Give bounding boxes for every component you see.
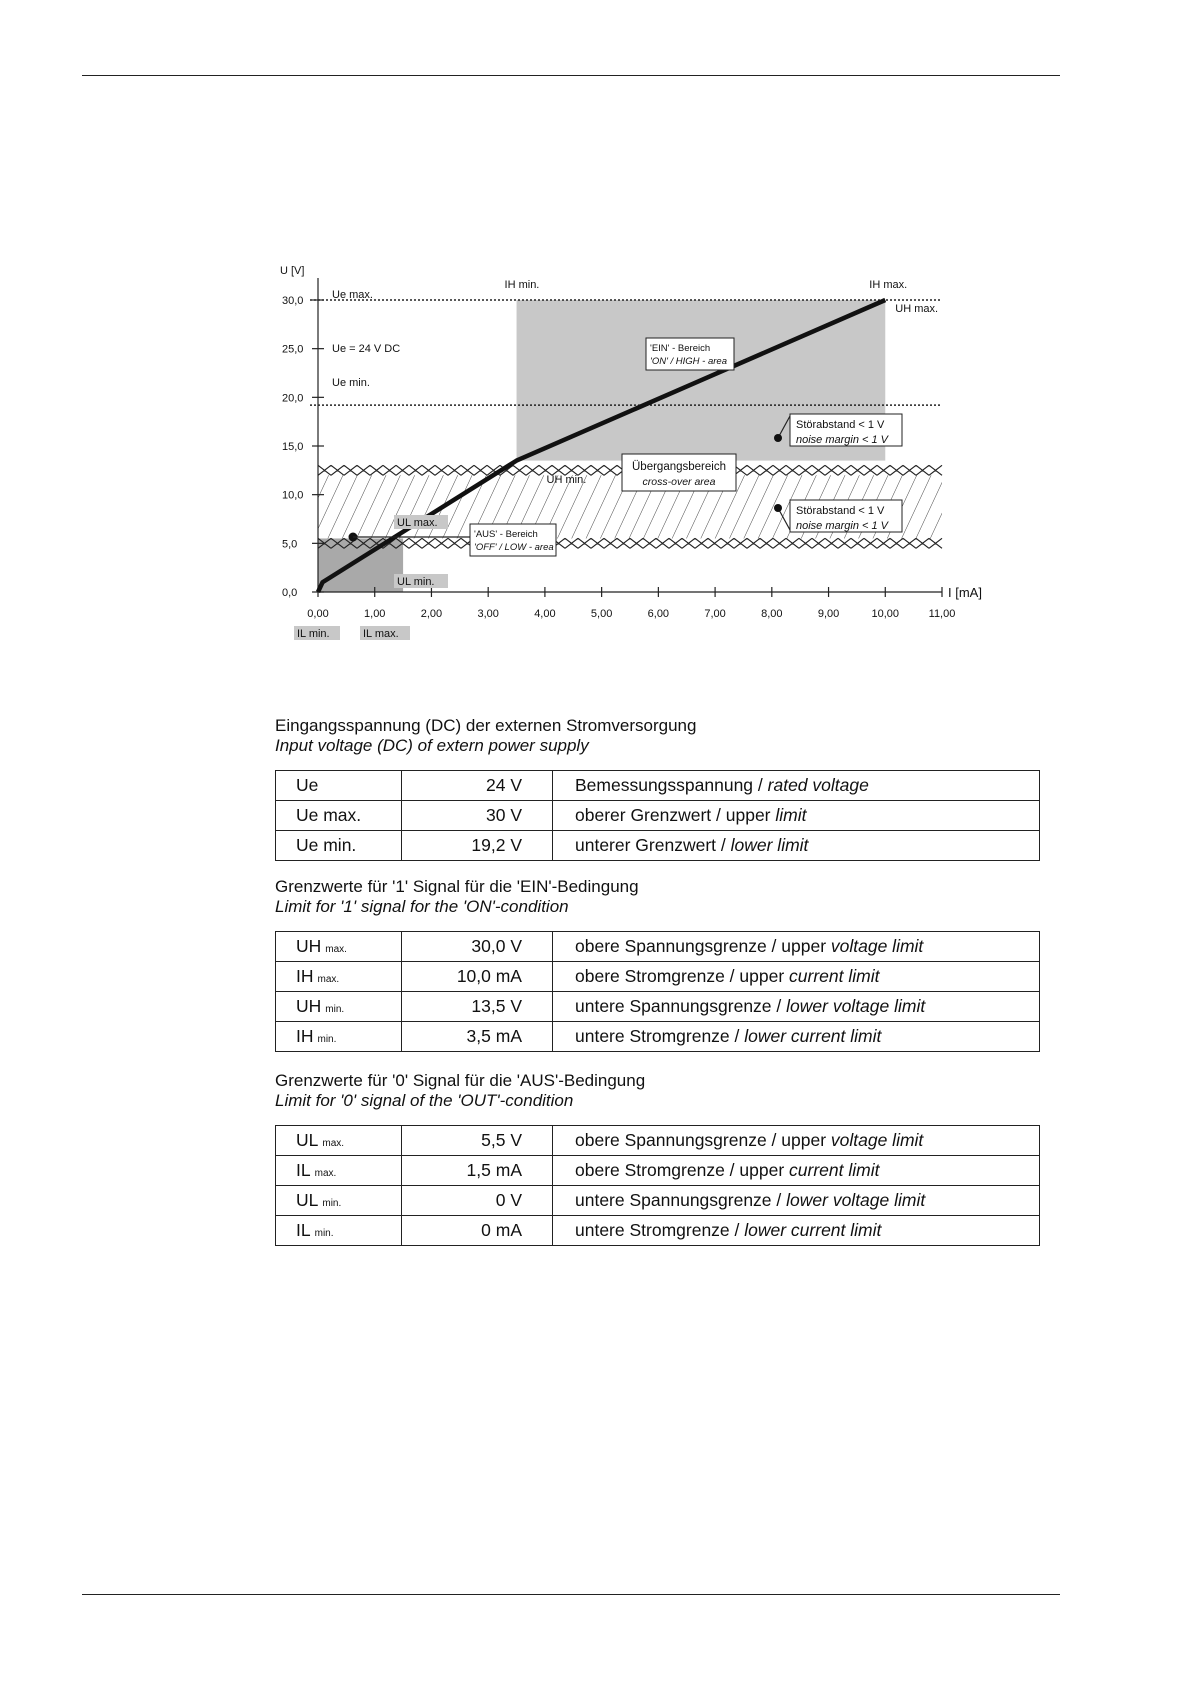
table-row bbox=[276, 992, 1040, 1022]
crossover-label-de: Übergangsbereich bbox=[632, 461, 726, 473]
noise-lower-label-de: Störabstand < 1 V bbox=[796, 505, 885, 517]
ue-nominal-label: Ue = 24 V DC bbox=[332, 343, 401, 355]
x-tick-label: 3,00 bbox=[477, 608, 499, 620]
symbol-cell bbox=[276, 801, 402, 831]
x-tick-label: 7,00 bbox=[704, 608, 726, 620]
uh-min-label: UH min. bbox=[546, 474, 587, 486]
symbol-subscript: min. bbox=[322, 1198, 342, 1209]
symbol-subscript: max. bbox=[325, 944, 347, 955]
description-en: lower voltage limit bbox=[786, 1190, 926, 1210]
il-min-label: IL min. bbox=[297, 628, 330, 640]
symbol: Ue max. bbox=[296, 805, 362, 825]
symbol: IH bbox=[296, 966, 314, 986]
description-de: obere Stromgrenze / upper bbox=[575, 1160, 790, 1180]
symbol-cell bbox=[276, 1156, 402, 1186]
ul-min-label: UL min. bbox=[397, 576, 435, 588]
description-cell bbox=[553, 1186, 1040, 1216]
section-subtitle: Limit for '0' signal of the 'OUT'-condition bbox=[275, 1091, 574, 1110]
symbol-subscript: max. bbox=[314, 1168, 337, 1179]
limits-table bbox=[275, 770, 1040, 861]
description-cell bbox=[553, 932, 1040, 962]
symbol-subscript: max. bbox=[322, 1138, 345, 1149]
y-tick-label: 10,0 bbox=[282, 489, 304, 502]
value-cell: 30 V bbox=[402, 801, 553, 831]
symbol: UL bbox=[296, 1190, 319, 1210]
symbol-subscript: min. bbox=[314, 1228, 334, 1239]
description-cell bbox=[553, 831, 1040, 861]
description-de: oberer Grenzwert / upper bbox=[575, 805, 776, 825]
crossover-label-en: cross-over area bbox=[642, 476, 716, 488]
symbol-cell bbox=[276, 932, 402, 962]
description-en: lower current limit bbox=[744, 1220, 882, 1240]
on-area-label-en: 'ON' / HIGH - area bbox=[650, 356, 728, 367]
description-de: untere Stromgrenze / bbox=[575, 1220, 745, 1240]
limits-table bbox=[275, 1125, 1040, 1246]
description-de: obere Stromgrenze / upper bbox=[575, 966, 790, 986]
description-en: voltage limit bbox=[830, 936, 924, 956]
x-tick-label: 2,00 bbox=[420, 608, 443, 620]
description-cell bbox=[553, 771, 1040, 801]
x-tick-label: 0,00 bbox=[307, 608, 329, 620]
off-area-label-de: 'AUS' - Bereich bbox=[474, 529, 538, 540]
x-tick-label: 6,00 bbox=[647, 608, 670, 620]
ih-min-label: IH min. bbox=[504, 279, 540, 291]
description-cell bbox=[553, 801, 1040, 831]
table-row bbox=[276, 801, 1040, 831]
symbol: UL bbox=[296, 1130, 319, 1150]
y-tick-label: 30,0 bbox=[282, 295, 304, 307]
description-de: obere Spannungsgrenze / upper bbox=[575, 936, 831, 956]
description-en: current limit bbox=[789, 966, 880, 986]
description-en: voltage limit bbox=[830, 1130, 924, 1150]
y-tick-label: 15,0 bbox=[282, 441, 304, 453]
symbol-cell bbox=[276, 831, 402, 861]
value-cell: 13,5 V bbox=[402, 992, 553, 1022]
section-title: Grenzwerte für '0' Signal für die 'AUS'-Bedingung bbox=[275, 1071, 646, 1090]
symbol-cell bbox=[276, 992, 402, 1022]
description-en: limit bbox=[775, 805, 807, 825]
noise-lower-label-en: noise margin < 1 V bbox=[796, 520, 889, 532]
il-max-label: IL max. bbox=[363, 628, 399, 640]
x-tick-label: 10,00 bbox=[871, 608, 900, 620]
value-cell: 0 V bbox=[402, 1186, 553, 1216]
description-de: untere Spannungsgrenze / bbox=[575, 1190, 787, 1210]
symbol: IH bbox=[296, 1026, 314, 1046]
symbol-cell bbox=[276, 962, 402, 992]
symbol: IL bbox=[296, 1160, 311, 1180]
voltage-current-chart bbox=[270, 262, 1070, 652]
description-en: lower voltage limit bbox=[786, 996, 926, 1016]
ue-max-label: Ue max. bbox=[332, 289, 373, 301]
value-cell: 10,0 mA bbox=[402, 962, 553, 992]
symbol-cell bbox=[276, 771, 402, 801]
noise-margin-lower-band bbox=[318, 538, 942, 548]
y-tick-label: 20,0 bbox=[282, 392, 304, 405]
description-en: rated voltage bbox=[767, 775, 869, 795]
value-cell: 30,0 V bbox=[402, 932, 553, 962]
y-axis-label: U [V] bbox=[280, 265, 305, 277]
description-de: obere Spannungsgrenze / upper bbox=[575, 1130, 831, 1150]
off-area-label-en: 'OFF' / LOW - area bbox=[474, 542, 554, 553]
section-title: Eingangsspannung (DC) der externen Stromversorgung bbox=[275, 716, 697, 735]
table-row bbox=[276, 1186, 1040, 1216]
y-tick-label: 0,0 bbox=[282, 587, 298, 599]
table-row bbox=[276, 1156, 1040, 1186]
symbol: UH bbox=[296, 936, 322, 956]
section-on-limits bbox=[275, 877, 1040, 1052]
value-cell: 24 V bbox=[402, 771, 553, 801]
description-de: untere Spannungsgrenze / bbox=[575, 996, 787, 1016]
footer-rule bbox=[82, 1594, 1060, 1595]
description-cell bbox=[553, 1156, 1040, 1186]
symbol-subscript: min. bbox=[317, 1034, 337, 1045]
on-area-label-de: 'EIN' - Bereich bbox=[650, 343, 711, 354]
value-cell: 1,5 mA bbox=[402, 1156, 553, 1186]
description-cell bbox=[553, 1126, 1040, 1156]
description-de: Bemessungsspannung / bbox=[575, 775, 768, 795]
description-en: lower limit bbox=[730, 835, 809, 855]
ue-min-label: Ue min. bbox=[332, 377, 370, 389]
value-cell: 19,2 V bbox=[402, 831, 553, 861]
section-off-limits bbox=[275, 1071, 1040, 1246]
description-en: current limit bbox=[789, 1160, 880, 1180]
description-cell bbox=[553, 992, 1040, 1022]
off-area-region bbox=[318, 538, 403, 592]
limits-table bbox=[275, 931, 1040, 1052]
table-row bbox=[276, 1126, 1040, 1156]
symbol-cell bbox=[276, 1216, 402, 1246]
symbol: Ue bbox=[296, 775, 319, 795]
description-de: unterer Grenzwert / bbox=[575, 835, 731, 855]
symbol-cell bbox=[276, 1126, 402, 1156]
symbol-subscript: min. bbox=[325, 1004, 345, 1015]
symbol: Ue min. bbox=[296, 835, 357, 855]
table-row bbox=[276, 771, 1040, 801]
header-rule bbox=[82, 75, 1060, 76]
x-tick-label: 1,00 bbox=[364, 608, 386, 620]
table-row bbox=[276, 1022, 1040, 1052]
uh-max-label: UH max. bbox=[895, 303, 939, 315]
symbol-cell bbox=[276, 1022, 402, 1052]
symbol: IL bbox=[296, 1220, 311, 1240]
value-cell: 0 mA bbox=[402, 1216, 553, 1246]
noise-upper-label-de: Störabstand < 1 V bbox=[796, 419, 885, 431]
symbol-cell bbox=[276, 1186, 402, 1216]
description-cell bbox=[553, 1216, 1040, 1246]
description-de: untere Stromgrenze / bbox=[575, 1026, 745, 1046]
table-row bbox=[276, 831, 1040, 861]
ih-max-label: IH max. bbox=[869, 279, 908, 291]
x-tick-label: 11,00 bbox=[928, 608, 956, 620]
section-title: Grenzwerte für '1' Signal für die 'EIN'-Bedingung bbox=[275, 877, 639, 896]
symbol-subscript: max. bbox=[317, 974, 340, 985]
symbol: UH bbox=[296, 996, 322, 1016]
value-cell: 5,5 V bbox=[402, 1126, 553, 1156]
x-tick-label: 9,00 bbox=[817, 608, 840, 620]
description-cell bbox=[553, 962, 1040, 992]
noise-upper-pointer-dot bbox=[774, 434, 782, 442]
y-tick-label: 5,0 bbox=[282, 538, 298, 551]
section-input-voltage bbox=[275, 716, 1040, 861]
table-row bbox=[276, 962, 1040, 992]
noise-upper-label-en: noise margin < 1 V bbox=[796, 434, 889, 446]
x-axis-label: I [mA] bbox=[948, 585, 982, 600]
x-tick-label: 4,00 bbox=[534, 608, 556, 620]
y-tick-label: 25,0 bbox=[282, 343, 304, 356]
x-tick-label: 8,00 bbox=[761, 608, 783, 620]
table-row bbox=[276, 1216, 1040, 1246]
section-subtitle: Limit for '1' signal for the 'ON'-condition bbox=[275, 897, 569, 916]
noise-lower-pointer-dot bbox=[774, 504, 782, 512]
description-cell bbox=[553, 1022, 1040, 1052]
x-tick-label: 5,00 bbox=[590, 608, 613, 620]
section-subtitle: Input voltage (DC) of extern power supply bbox=[275, 736, 589, 755]
ul-max-label: UL max. bbox=[397, 517, 438, 529]
table-row bbox=[276, 932, 1040, 962]
description-en: lower current limit bbox=[744, 1026, 882, 1046]
value-cell: 3,5 mA bbox=[402, 1022, 553, 1052]
